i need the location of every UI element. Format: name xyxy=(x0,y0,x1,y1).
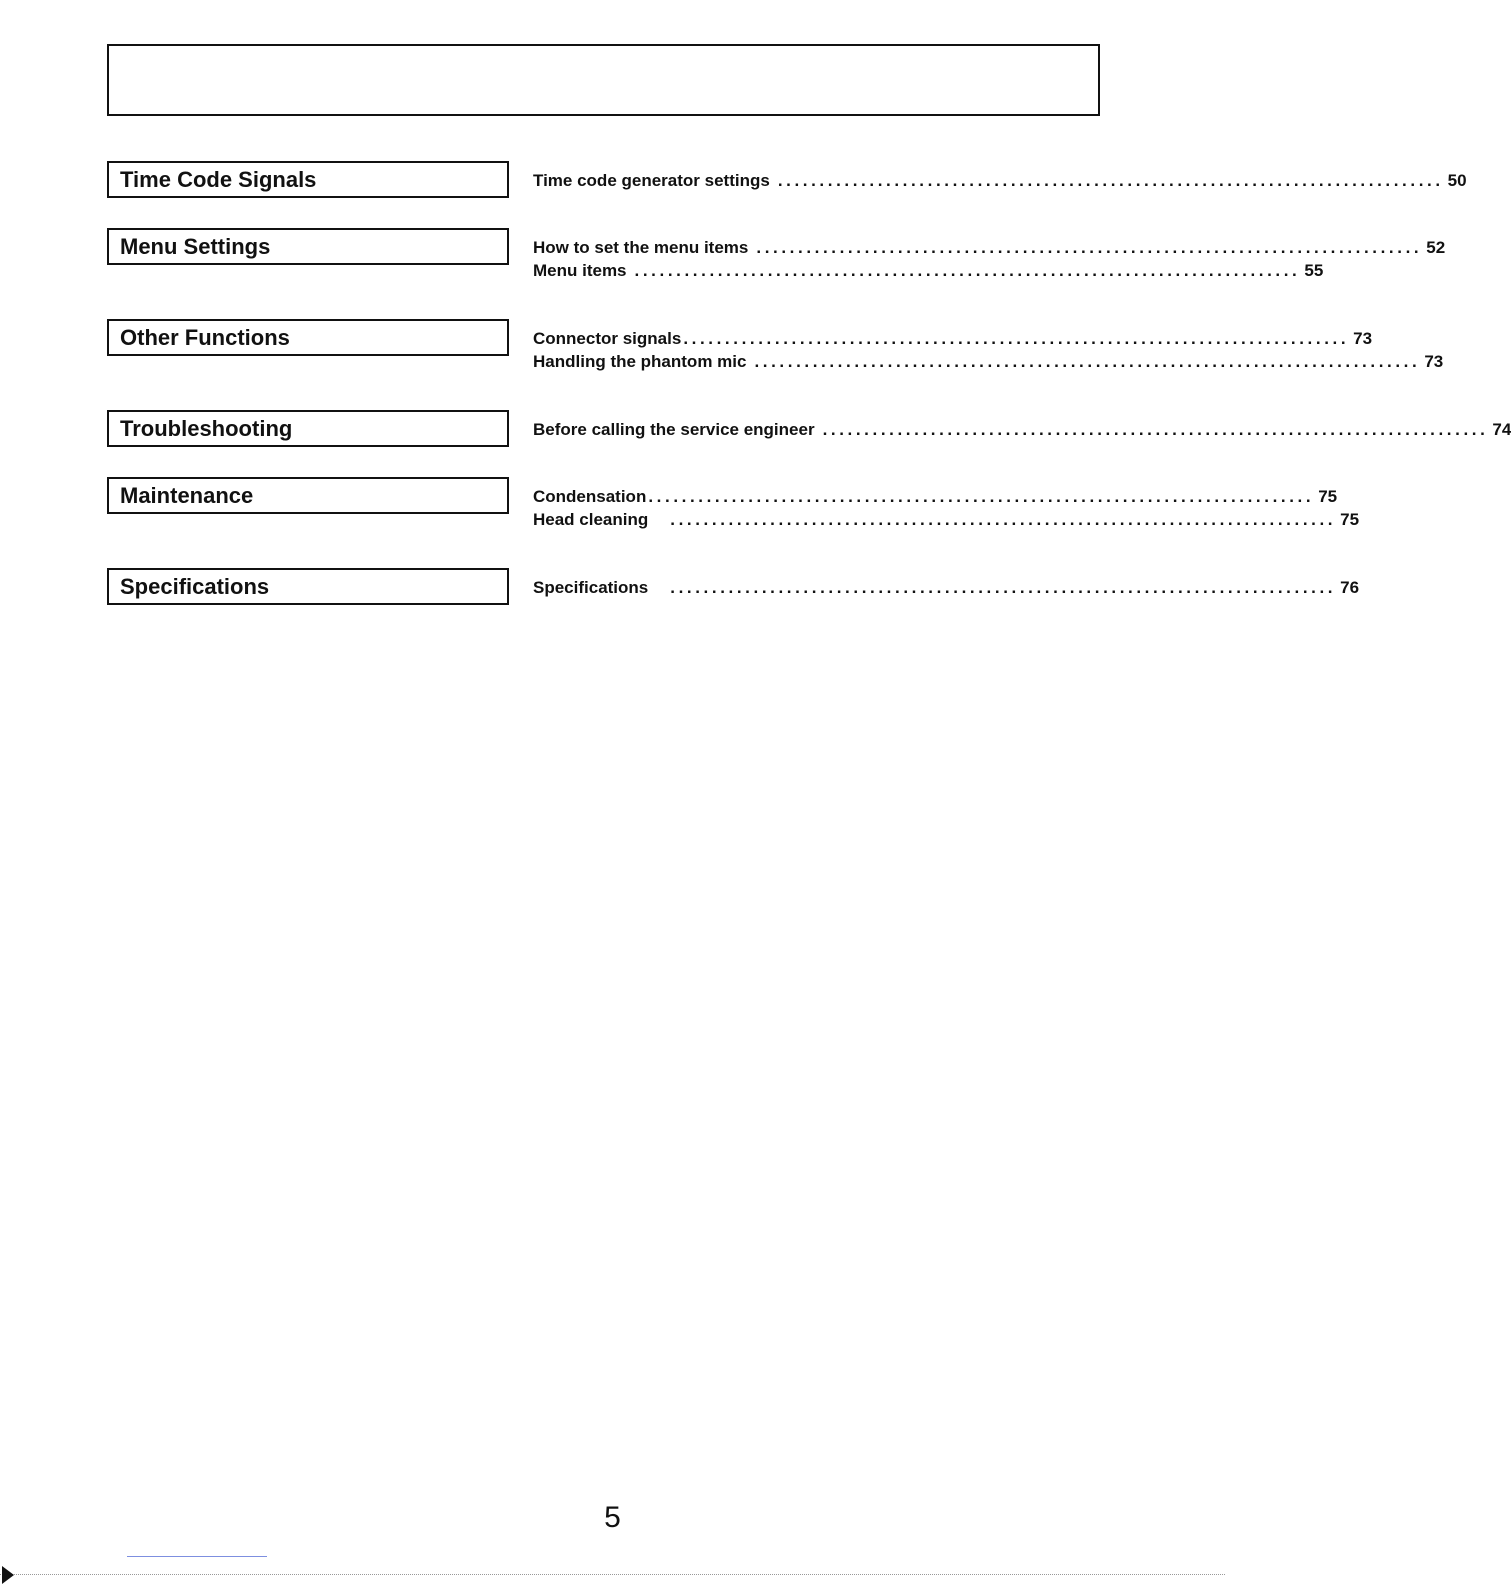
corner-arrow-icon xyxy=(2,1566,14,1584)
entry-page: 75 xyxy=(1318,487,1338,506)
entry-page: 50 xyxy=(1447,171,1467,190)
dot-leader: ................................................................................ xyxy=(754,352,1421,371)
entry-list xyxy=(533,327,1444,373)
entry-page: 73 xyxy=(1353,329,1373,348)
toc-entry[interactable] xyxy=(533,259,1324,282)
dot-leader: ................................................................................ xyxy=(822,420,1489,439)
header-frame xyxy=(107,44,1100,116)
entry-page: 55 xyxy=(1304,261,1324,280)
entry-title: Connector signals xyxy=(533,329,682,348)
dot-leader: ................................................................................ xyxy=(648,487,1315,506)
entry-page: 75 xyxy=(1340,510,1360,529)
toc-entry[interactable] xyxy=(533,576,1360,599)
section-heading: Menu Settings xyxy=(107,228,509,265)
page-number: 5 xyxy=(604,1501,621,1534)
entry-page: 76 xyxy=(1340,578,1360,597)
entry-title: Specifications xyxy=(533,578,649,597)
entry-list xyxy=(533,236,1446,282)
section-heading: Specifications xyxy=(107,568,509,605)
entry-title: Head cleaning xyxy=(533,510,649,529)
toc-entry[interactable] xyxy=(533,169,1467,192)
scan-underline xyxy=(127,1556,267,1557)
entry-page: 74 xyxy=(1492,420,1511,439)
dot-leader: ................................................................................ xyxy=(670,578,1337,597)
dot-leader: ................................................................................ xyxy=(634,261,1301,280)
section-heading: Other Functions xyxy=(107,319,509,356)
section-heading: Troubleshooting xyxy=(107,410,509,447)
toc-entry[interactable] xyxy=(533,508,1360,531)
section-heading: Maintenance xyxy=(107,477,509,514)
entry-page: 52 xyxy=(1426,238,1446,257)
dot-leader: ................................................................................ xyxy=(756,238,1423,257)
entry-page: 73 xyxy=(1424,352,1444,371)
entry-title: How to set the menu items xyxy=(533,238,749,257)
entry-title: Time code generator settings xyxy=(533,171,770,190)
toc-entry[interactable] xyxy=(533,485,1338,508)
entry-title: Before calling the service engineer xyxy=(533,420,815,439)
toc-entry[interactable] xyxy=(533,236,1446,259)
dot-leader: ................................................................................ xyxy=(777,171,1444,190)
entry-list xyxy=(533,576,1360,599)
entry-title: Handling the phantom mic xyxy=(533,352,747,371)
entry-list xyxy=(533,169,1467,192)
toc-entry[interactable] xyxy=(533,418,1511,441)
entry-list xyxy=(533,485,1360,531)
section-heading: Time Code Signals xyxy=(107,161,509,198)
entry-title: Menu items xyxy=(533,261,627,280)
entry-title: Condensation xyxy=(533,487,647,506)
dot-leader: ................................................................................ xyxy=(670,510,1337,529)
scan-edge-line xyxy=(0,1574,1225,1576)
entry-list xyxy=(533,418,1511,441)
toc-entry[interactable] xyxy=(533,350,1444,373)
toc-entry[interactable] xyxy=(533,327,1373,350)
dot-leader: ................................................................................ xyxy=(683,329,1350,348)
